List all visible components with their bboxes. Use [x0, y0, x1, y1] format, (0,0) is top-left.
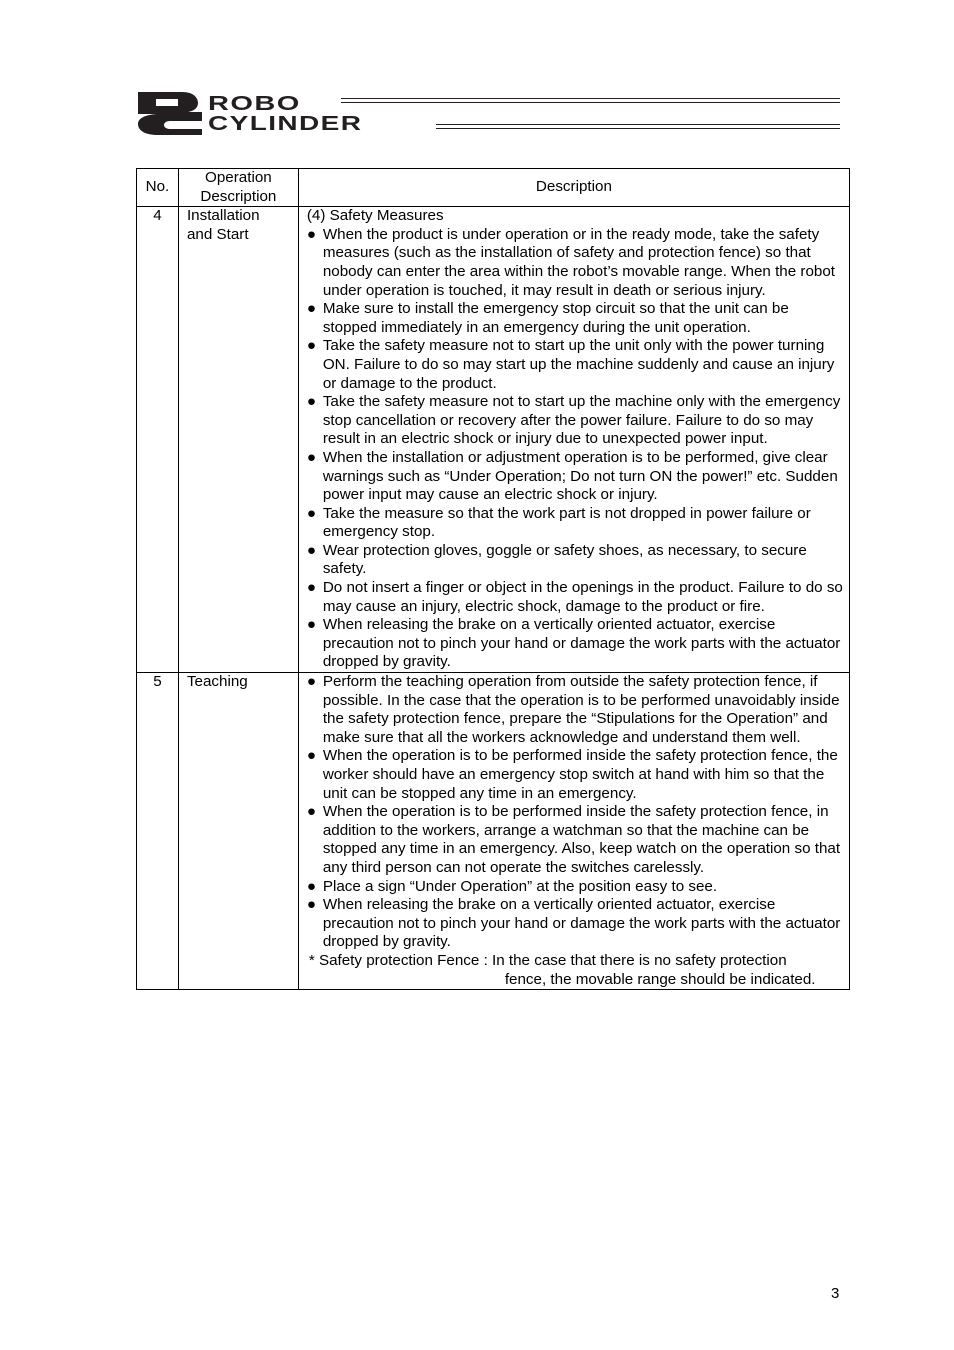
bullet-icon: ● [306, 747, 316, 765]
bullet-icon: ● [306, 448, 316, 466]
header-rule [436, 124, 840, 125]
bullet-icon: ● [306, 803, 316, 821]
section-subtitle: (4) Safety Measures [306, 207, 444, 225]
header-operation-line1: Operation [205, 169, 272, 186]
bullet-text: Wear protection gloves, goggle or safety shoes, as necessary, to secure safety. [322, 541, 807, 578]
rc-logo-mark [136, 90, 204, 136]
list-item [307, 226, 843, 300]
logo-word-robo: ROBO [208, 93, 301, 115]
list-item [307, 747, 843, 803]
list-item [307, 616, 843, 672]
header-operation [178, 169, 298, 207]
row-number: 5 [137, 673, 179, 990]
list-item [307, 542, 843, 579]
bullet-icon: ● [306, 300, 316, 318]
bullet-list [307, 673, 843, 952]
robo-cylinder-logo [136, 90, 842, 136]
operation-line: Installation [186, 207, 260, 225]
description-cell [298, 673, 849, 990]
bullet-icon: ● [306, 673, 316, 691]
table-row [137, 207, 850, 673]
bullet-icon: ● [306, 896, 316, 914]
list-item [307, 505, 843, 542]
bullet-text: Make sure to install the emergency stop circuit so that the unit can be stopped immediately in an emergency during the unit operation. [322, 300, 789, 336]
bullet-icon: ● [306, 877, 316, 895]
bullet-text: When releasing the brake on a vertically oriented actuator, exercise precaution not to pinch your hand or damage the work parts with the actuator dropped by gravity. [322, 616, 841, 671]
header-rule [341, 102, 840, 103]
logo-word-cylinder: CYLINDER [208, 113, 363, 135]
list-item [307, 300, 843, 337]
operation-line: Teaching [186, 673, 248, 691]
row-number: 4 [137, 207, 179, 673]
header-no-label: No. [145, 178, 170, 196]
bullet-icon: ● [306, 337, 316, 355]
header-rule [436, 128, 840, 129]
safety-precautions-table [136, 168, 850, 990]
bullet-text: Take the safety measure not to start up the unit only with the power turning ON. Failure to do so may start up the machine suddenly and cause an injury or damage to the product. [322, 337, 835, 392]
bullet-text: Perform the teaching operation from outside the safety protection fence, if possible. In the case that the operation is to be performed unavoidably inside the safety protection fence, prepare the “Stipulations for the Operation” and make sure that all the workers acknowledge and understand them well. [322, 673, 840, 746]
footnote-first-line: * Safety protection Fence : In the case that there is no safety protection [308, 951, 787, 969]
bullet-icon: ● [306, 504, 316, 522]
list-item [307, 337, 843, 393]
operation-line: and Start [186, 225, 249, 243]
header-rule [341, 98, 840, 99]
bullet-text: Take the safety measure not to start up the machine only with the emergency stop cancellation or recovery after the power failure. Failure to do so may result in an electric shock or injury due to unexpected power input. [322, 393, 841, 448]
footnote [307, 952, 843, 989]
list-item [307, 579, 843, 616]
list-item [307, 896, 843, 952]
list-item [307, 393, 843, 449]
bullet-icon: ● [306, 616, 316, 634]
operation-cell [178, 207, 298, 673]
footnote-continuation: fence, the movable range should be indicated. [504, 970, 816, 988]
bullet-text: Do not insert a finger or object in the openings in the product. Failure to do so may cause an injury, electric shock, damage to the product or fire. [322, 579, 843, 615]
bullet-list [307, 226, 843, 672]
table-header-row [137, 169, 850, 207]
header-operation-line2: Description [200, 187, 277, 205]
bullet-icon: ● [306, 579, 316, 597]
header-description-label: Description [535, 178, 612, 196]
bullet-icon: ● [306, 393, 316, 411]
list-item [307, 878, 843, 897]
list-item [307, 803, 843, 877]
page-number: 3 [831, 1285, 840, 1302]
table-row [137, 673, 850, 990]
operation-cell [178, 673, 298, 990]
list-item [307, 449, 843, 505]
description-cell [298, 207, 849, 673]
header-description [298, 169, 849, 207]
bullet-icon: ● [306, 541, 316, 559]
bullet-text: When the product is under operation or in the ready mode, take the safety measures (such as the installation of safety and protection fence) so that nobody can enter the area within the robot’s movable range. When the robot under operation is touched, it may result in death or serious injury. [322, 225, 836, 299]
header-no [137, 169, 179, 207]
bullet-text: When the operation is to be performed inside the safety protection fence, the worker should have an emergency stop switch at hand with him so that the unit can be stopped any time in an emergency. [322, 747, 838, 802]
bullet-text: When the operation is to be performed inside the safety protection fence, in addition to the workers, arrange a watchman so that the machine can be stopped any time in an emergency. Also, keep watch on the operation so that any third person can not operate the switches carelessly. [322, 803, 841, 876]
bullet-text: Take the measure so that the work part is not dropped in power failure or emergency stop. [322, 504, 811, 541]
bullet-text: Place a sign “Under Operation” at the position easy to see. [322, 877, 718, 895]
bullet-icon: ● [306, 225, 316, 243]
list-item [307, 673, 843, 747]
bullet-text: When the installation or adjustment operation is to be performed, give clear warnings such as “Under Operation; Do not turn ON the power!” etc. Sudden power input may cause an electric shock or injury. [322, 448, 838, 504]
bullet-text: When releasing the brake on a vertically oriented actuator, exercise precaution not to pinch your hand or damage the work parts with the actuator dropped by gravity. [322, 896, 841, 951]
